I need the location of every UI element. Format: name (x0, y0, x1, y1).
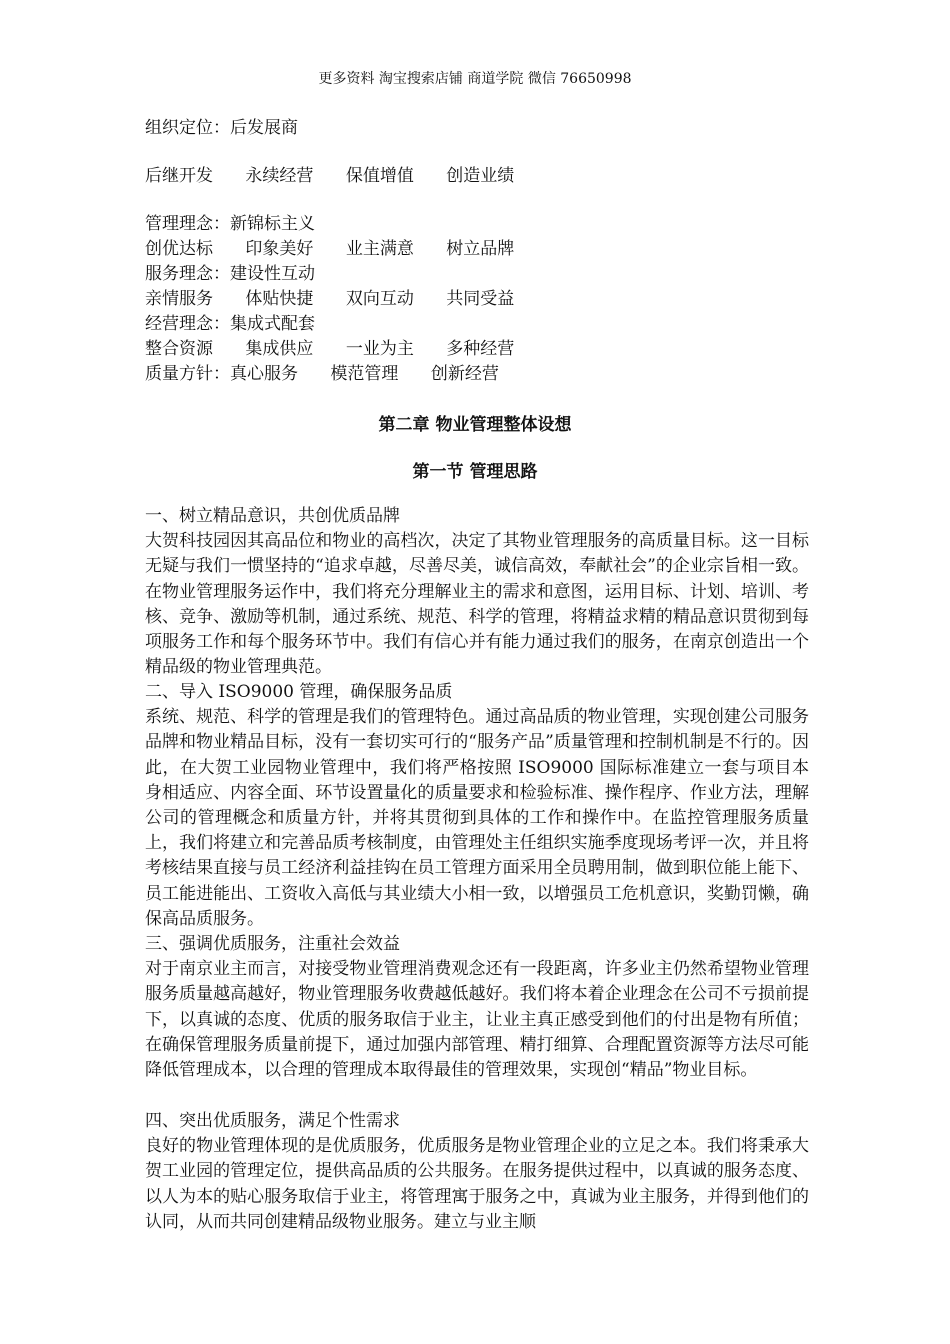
item-heading: 四、突出优质服务，满足个性需求 (145, 1111, 400, 1131)
item-3 (145, 932, 809, 1083)
item-heading: 三、强调优质服务，注重社会效益 (145, 934, 400, 954)
section-title: 第一节 管理思路 (412, 462, 538, 482)
org-slogan-line: 后继开发 永续经营 保值增值 创造业绩 (145, 166, 515, 186)
item-body: 对于南京业主而言，对接受物业管理消费观念还有一段距离，许多业主仍然希望物业管理服务质量越高越好，物业管理服务收费越低越好。我们将本着企业理念在公司不亏损前提下，以真诚的态度、优质的服务取信于业主，让业主真正感受到他们的付出是物有所值；在确保管理服务质量前提下，通过加强内部管理、精打细算、合理配置资源等方法尽可能降低管理成本，以合理的管理成本取得最佳的管理效果，实现创“精品”物业目标。 (145, 959, 809, 1081)
item-body: 系统、规范、科学的管理是我们的管理特色。通过高品质的物业管理，实现创建公司服务品牌和物业精品目标，没有一套切实可行的“服务产品”质量管理和控制机制是不行的。因此，在大贺工业园物业管理中，我们将严格按照 ISO9000 国际标准建立一套与项目本身相适应、内容全面、环节设置量化的质量要求和检验标准、操作程序、作业方法，理解公司的管理概念和质量方针，并将其贯彻到具体的工作和操作中。在监控管理服务质量上，我们将建立和完善品质考核制度，由管理处主任组织实施季度现场考评一次，并且将考核结果直接与员工经济利益挂钩在员工管理方面采用全员聘用制，做到职位能上能下、员工能进能出、工资收入高低与其业绩大小相一致，以增强员工危机意识，奖勤罚懒，确保高品质服务。 (145, 707, 809, 929)
page-header: 更多资料 淘宝搜索店铺 商道学院 微信 76650998 (318, 71, 632, 87)
item-1 (145, 504, 809, 680)
mgmt-slogan-line: 创优达标 印象美好 业主满意 树立品牌 (145, 239, 515, 259)
item-heading: 二、导入 ISO9000 管理，确保服务品质 (145, 682, 453, 702)
item-body: 良好的物业管理体现的是优质服务，优质服务是物业管理企业的立足之本。我们将秉承大贺工业园的管理定位，提供高品质的公共服务。在服务提供过程中，以真诚的服务态度、以人为本的贴心服务取信于业主，将管理寓于服务之中，真诚为业主服务，并得到他们的认同，从而共同创建精品级物业服务。建立与业主顺 (145, 1136, 809, 1232)
mgmt-concept-line: 管理理念：新锦标主义 (145, 214, 315, 234)
item-heading: 一、树立精品意识，共创优质品牌 (145, 506, 400, 526)
item-2 (145, 680, 809, 932)
biz-slogan-line: 整合资源 集成供应 一业为主 多种经营 (145, 339, 515, 359)
quality-policy-line: 质量方针：真心服务 模范管理 创新经营 (145, 364, 499, 384)
biz-concept-line: 经营理念：集成式配套 (145, 314, 315, 334)
service-concept-line: 服务理念：建设性互动 (145, 264, 315, 284)
org-position-line: 组织定位：后发展商 (145, 118, 298, 138)
item-body: 大贺科技园因其高品位和物业的高档次，决定了其物业管理服务的高质量目标。这一目标无疑与我们一惯坚持的“追求卓越，尽善尽美，诚信高效，奉献社会”的企业宗旨相一致。在物业管理服务运作中，我们将充分理解业主的需求和意图，运用目标、计划、培训、考核、竞争、激励等机制，通过系统、规范、科学的管理，将精益求精的精品意识贯彻到每项服务工作和每个服务环节中。我们有信心并有能力通过我们的服务，在南京创造出一个精品级的物业管理典范。 (145, 531, 809, 678)
chapter-title: 第二章 物业管理整体设想 (378, 415, 572, 435)
service-slogan-line: 亲情服务 体贴快捷 双向互动 共同受益 (145, 289, 515, 309)
item-4 (145, 1109, 809, 1235)
